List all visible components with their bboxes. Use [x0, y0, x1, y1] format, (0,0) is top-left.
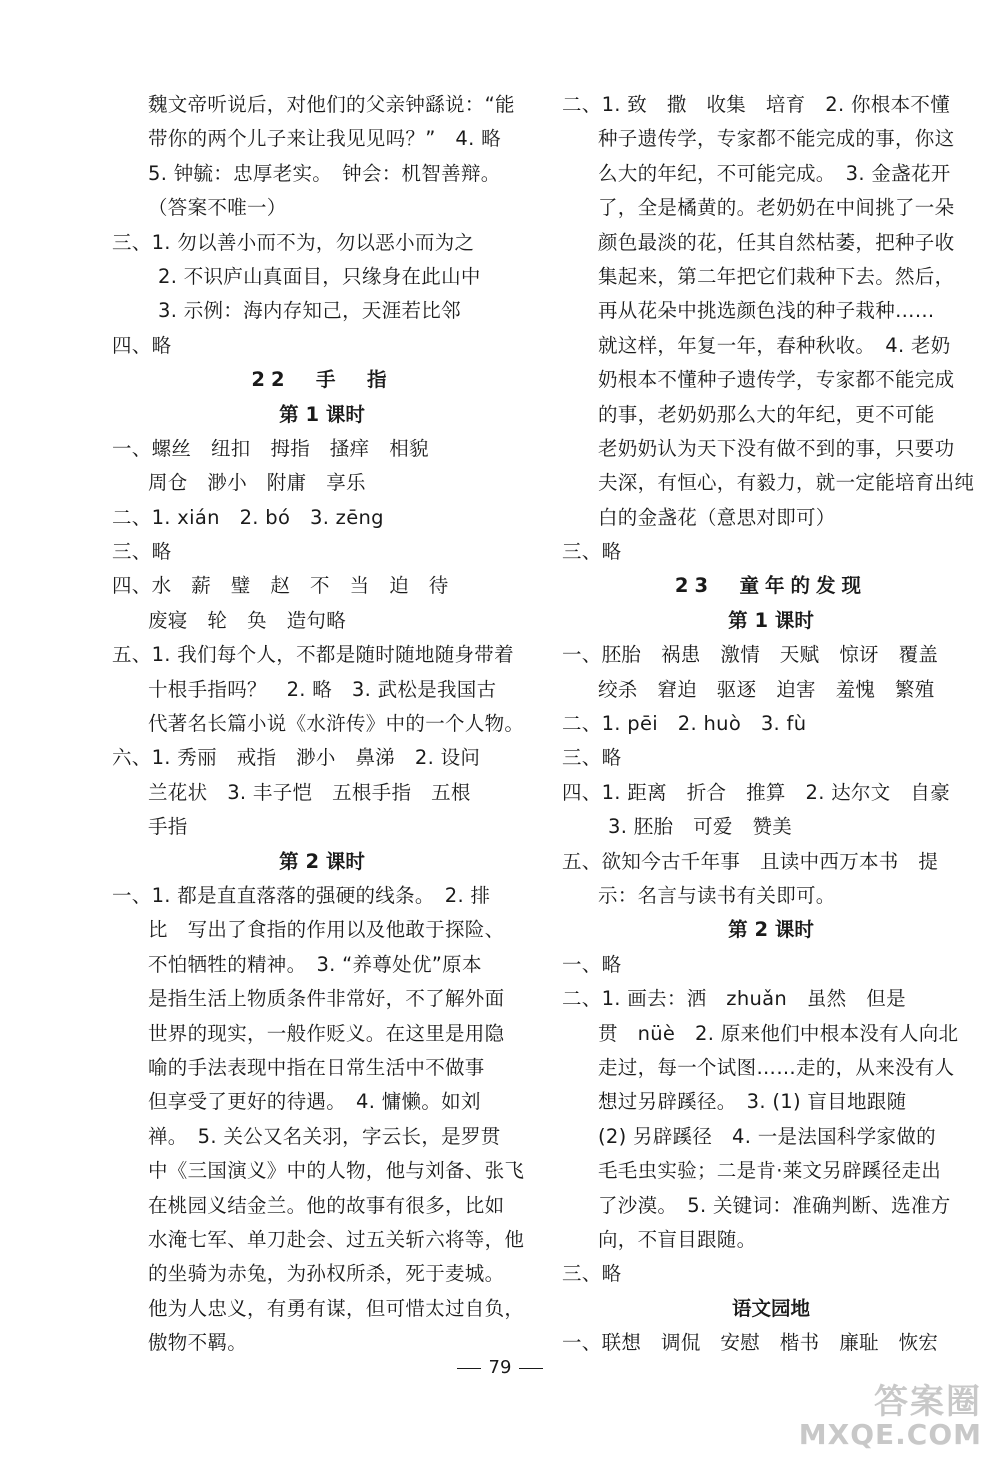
answer-line: 五、1. 我们每个人，不都是随时随地随身带着	[112, 643, 514, 667]
answer-line: 三、略	[562, 1262, 622, 1286]
dash-left	[457, 1368, 481, 1369]
answer-line: 向，不盲目跟随。	[598, 1227, 757, 1251]
answer-line: 白的金盏花（意思对即可）	[598, 505, 836, 529]
answer-line: 二、1. pēi 2. huò 3. fù	[562, 712, 807, 736]
section-heading: 第 2 课时	[279, 849, 365, 873]
answer-line: 四、水 薪 璧 赵 不 当 迫 待	[112, 574, 449, 598]
dash-right	[519, 1368, 543, 1369]
answer-line: 比 写出了食指的作用以及他敢于探险、	[148, 918, 505, 942]
watermark	[782, 1384, 982, 1450]
answer-line: 集起来，第二年把它们栽种下去。然后，	[598, 264, 955, 288]
watermark-url: MXQE.COM	[798, 1418, 982, 1451]
answer-line: (2) 另辟蹊径 4. 一是法国科学家做的	[598, 1124, 936, 1148]
answer-line: 傲物不羁。	[148, 1331, 248, 1355]
answer-line: 在桃园义结金兰。他的故事有很多，比如	[148, 1193, 505, 1217]
answer-line: 四、略	[112, 333, 172, 357]
answer-line: 二、1. 画去：洒 zhuǎn 虽然 但是	[562, 987, 906, 1011]
answer-line: 夫深，有恒心，有毅力，就一定能培育出纯	[598, 471, 975, 495]
answer-line: 五、欲知今古千年事 且读中西万本书 提	[562, 849, 939, 873]
answer-line: 贯 nüè 2. 原来他们中根本没有人向北	[598, 1021, 959, 1045]
answer-line: 魏文帝听说后，对他们的父亲钟繇说：“能	[148, 93, 515, 116]
answer-line: 禅。 5. 关公又名关羽，字云长，是罗贯	[148, 1124, 501, 1148]
answer-line: 他为人忠义，有勇有谋，但可惜太过自负，	[148, 1296, 525, 1320]
answer-line: 老奶奶认为天下没有做不到的事，只要功	[598, 436, 955, 460]
answer-line: 了沙漠。 5. 关键词：准确判断、选准方	[598, 1193, 951, 1217]
page-number-footer	[0, 1356, 1000, 1380]
page-number: 79	[488, 1357, 512, 1378]
watermark-logo: 答案圈	[874, 1382, 982, 1422]
lesson-title: 23 童年的发现	[674, 574, 868, 598]
answer-line: 种子遗传学，专家都不能完成的事，你这	[598, 127, 955, 151]
section-heading: 第 1 课时	[279, 402, 365, 426]
answer-line: 了，全是橘黄的。老奶奶在中间挑了一朵	[598, 196, 955, 220]
answer-line: 一、螺丝 纽扣 拇指 搔痒 相貌	[112, 436, 429, 460]
answer-line: 世界的现实，一般作贬义。在这里是用隐	[148, 1021, 505, 1045]
answer-line: 一、略	[562, 952, 622, 976]
answer-line: 二、1. 致 撒 收集 培育 2. 你根本不懂	[562, 93, 951, 116]
answer-line: 一、胚胎 祸患 激情 天赋 惊讶 覆盖	[562, 643, 939, 667]
answer-line: 兰花状 3. 丰子恺 五根手指 五根	[148, 780, 471, 804]
answer-line: 毛毛虫实验；二是肯·莱文另辟蹊径走出	[598, 1159, 942, 1183]
answer-line: 2. 不识庐山真面目，只缘身在此山中	[158, 264, 481, 288]
answer-line: 是指生活上物质条件非常好，不了解外面	[148, 987, 505, 1011]
section-heading: 第 2 课时	[728, 918, 814, 942]
answer-line: 四、1. 距离 折合 推算 2. 达尔文 自豪	[562, 780, 951, 804]
answer-line: 不怕牺牲的精神。 3. “养尊处优”原本	[148, 952, 482, 976]
right-column	[562, 88, 980, 1360]
answer-line: 十根手指吗？ 2. 略 3. 武松是我国古	[148, 677, 497, 701]
answer-line: 三、1. 勿以善小而不为，勿以恶小而为之	[112, 230, 475, 254]
section-heading: 语文园地	[731, 1296, 810, 1320]
answer-line: 示：名言与读书有关即可。	[598, 883, 836, 907]
answer-line: 的坐骑为赤兔，为孙权所杀，死于麦城。	[148, 1262, 505, 1286]
answer-line: 再从花朵中挑选颜色浅的种子栽种……	[598, 299, 935, 323]
answer-line: 颜色最淡的花，任其自然枯萎，把种子收	[598, 230, 955, 254]
answer-line: 二、1. xián 2. bó 3. zēng	[112, 505, 384, 529]
answer-line: 3. 示例：海内存知己，天涯若比邻	[158, 299, 461, 323]
left-column	[112, 88, 532, 1360]
section-heading: 第 1 课时	[728, 608, 814, 632]
answer-line: 中《三国演义》中的人物，他与刘备、张飞	[148, 1159, 525, 1183]
answer-line: 就这样，年复一年，春种秋收。 4. 老奶	[598, 333, 951, 357]
answer-line: 废寝 轮 奂 造句略	[148, 608, 347, 632]
answer-line: 一、联想 调侃 安慰 楷书 廉耻 恢宏	[562, 1331, 939, 1355]
answer-line: （答案不唯一）	[148, 196, 287, 220]
answer-line: 想过另辟蹊径。 3. (1) 盲目地跟随	[598, 1090, 907, 1114]
answer-line: 的事，老奶奶那么大的年纪，更不可能	[598, 402, 935, 426]
answer-line: 手指	[148, 815, 188, 839]
answer-line: 走过，每一个试图……走的，从来没有人	[598, 1055, 955, 1079]
answer-line: 奶根本不懂种子遗传学，专家都不能完成	[598, 368, 955, 392]
answer-line: 一、1. 都是直直落落的强硬的线条。 2. 排	[112, 883, 491, 907]
answer-line: 绞杀 窘迫 驱逐 迫害 羞愧 繁殖	[598, 677, 935, 701]
answer-line: 水淹七军、单刀赴会、过五关斩六将等，他	[148, 1227, 525, 1251]
answer-line: 三、略	[112, 540, 172, 564]
answer-line: 3. 胚胎 可爱 赞美	[608, 815, 793, 839]
answer-line: 么大的年纪，不可能完成。 3. 金盏花开	[598, 161, 951, 185]
answer-line: 代著名长篇小说《水浒传》中的一个人物。	[148, 712, 525, 736]
answer-line: 5. 钟毓：忠厚老实。 钟会：机智善辩。	[148, 161, 501, 185]
answer-line: 三、略	[562, 540, 622, 564]
answer-line: 喻的手法表现中指在日常生活中不做事	[148, 1055, 485, 1079]
answer-line: 六、1. 秀丽 戒指 渺小 鼻涕 2. 设问	[112, 746, 481, 770]
answer-line: 三、略	[562, 746, 622, 770]
answer-line: 但享受了更好的待遇。 4. 慵懒。如刘	[148, 1090, 481, 1114]
answer-line: 周仓 渺小 附庸 享乐	[148, 471, 366, 495]
lesson-title: 22 手 指	[251, 368, 393, 392]
answer-line: 带你的两个儿子来让我见见吗？” 4. 略	[148, 127, 501, 151]
